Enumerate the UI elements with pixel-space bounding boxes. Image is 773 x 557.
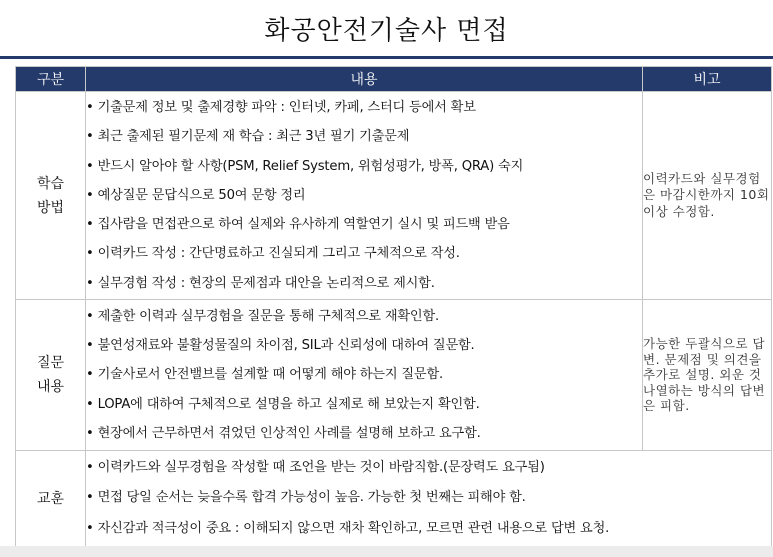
row-category-label: 학습 방법 [36,175,65,216]
title-divider [0,56,773,59]
list-item: • 예상질문 문답식으로 50여 문항 정리 [86,187,306,203]
row-category-label: 질문 내용 [36,355,65,395]
row-category [16,451,86,547]
list-item: • 면접 당일 순서는 늦을수록 합격 가능성이 높음. 가능한 첫 번째는 피해야 함. [86,490,526,506]
list-item: • 이력카드와 실무경험을 작성할 때 조언을 받는 것이 바람직함.(문장력도 요구됨) [86,459,545,475]
row-category-label: 교훈 [36,490,65,507]
list-item: • 현장에서 근무하면서 겪었던 인상적인 사례를 설명해 보하고 요구함. [86,425,481,441]
row-category [16,300,86,451]
row-category [16,92,86,300]
list-item: • 기출문제 정보 및 출제경향 파악 : 인터넷, 카페, 스터디 등에서 확보 [86,100,476,116]
list-item: • LOPA에 대하여 구체적으로 설명을 하고 실제로 해 보았는지 확인함. [86,396,480,412]
table-row [16,451,772,547]
row-note: 가능한 두괄식으로 답변. 문제점 및 의견을 추가로 설명. 외운 것 나열하는 방식의 답변은 피함. [643,300,772,451]
header-note: 비고 [643,67,772,92]
row-content [86,92,643,300]
footer-strip [0,546,773,557]
page-title: 화공안전기술사 면접 [264,16,509,46]
header-category: 구분 [16,67,86,92]
list-item: • 자신감과 적극성이 중요 : 이해되지 않으면 재차 확인하고, 모르면 관련 내용으로 답변 요청. [86,520,610,536]
list-item: • 실무경험 작성 : 현장의 문제점과 대안을 논리적으로 제시함. [86,275,435,291]
list-item: • 최근 출제된 필기문제 재 학습 : 최근 3년 필기 기출문제 [86,129,410,145]
interview-table [15,66,772,547]
list-item: • 집사람을 면접관으로 하여 실제와 유사하게 역할연기 실시 및 피드백 받음 [86,217,510,233]
list-item: • 기술사로서 안전밸브를 설계할 때 어떻게 해야 하는지 질문함. [86,367,443,383]
table-header-row [16,67,772,92]
table-row [16,92,772,300]
table-row [16,300,772,451]
list-item: • 이력카드 작성 : 간단명료하고 진실되게 그리고 구체적으로 작성. [86,246,460,262]
list-item: • 불연성재료와 불활성물질의 차이점, SIL과 신뢰성에 대하여 질문함. [86,338,475,354]
list-item: • 반드시 알아야 할 사항(PSM, Relief System, 위험성평가, 방폭, QRA) 숙지 [86,158,524,174]
header-content: 내용 [86,67,643,92]
row-content [86,451,772,547]
row-note: 이력카드와 실무경험은 마감시한까지 10회 이상 수정함. [643,92,772,300]
list-item: • 제출한 이력과 실무경험을 질문을 통해 구체적으로 재확인함. [86,308,439,324]
row-content [86,300,643,451]
